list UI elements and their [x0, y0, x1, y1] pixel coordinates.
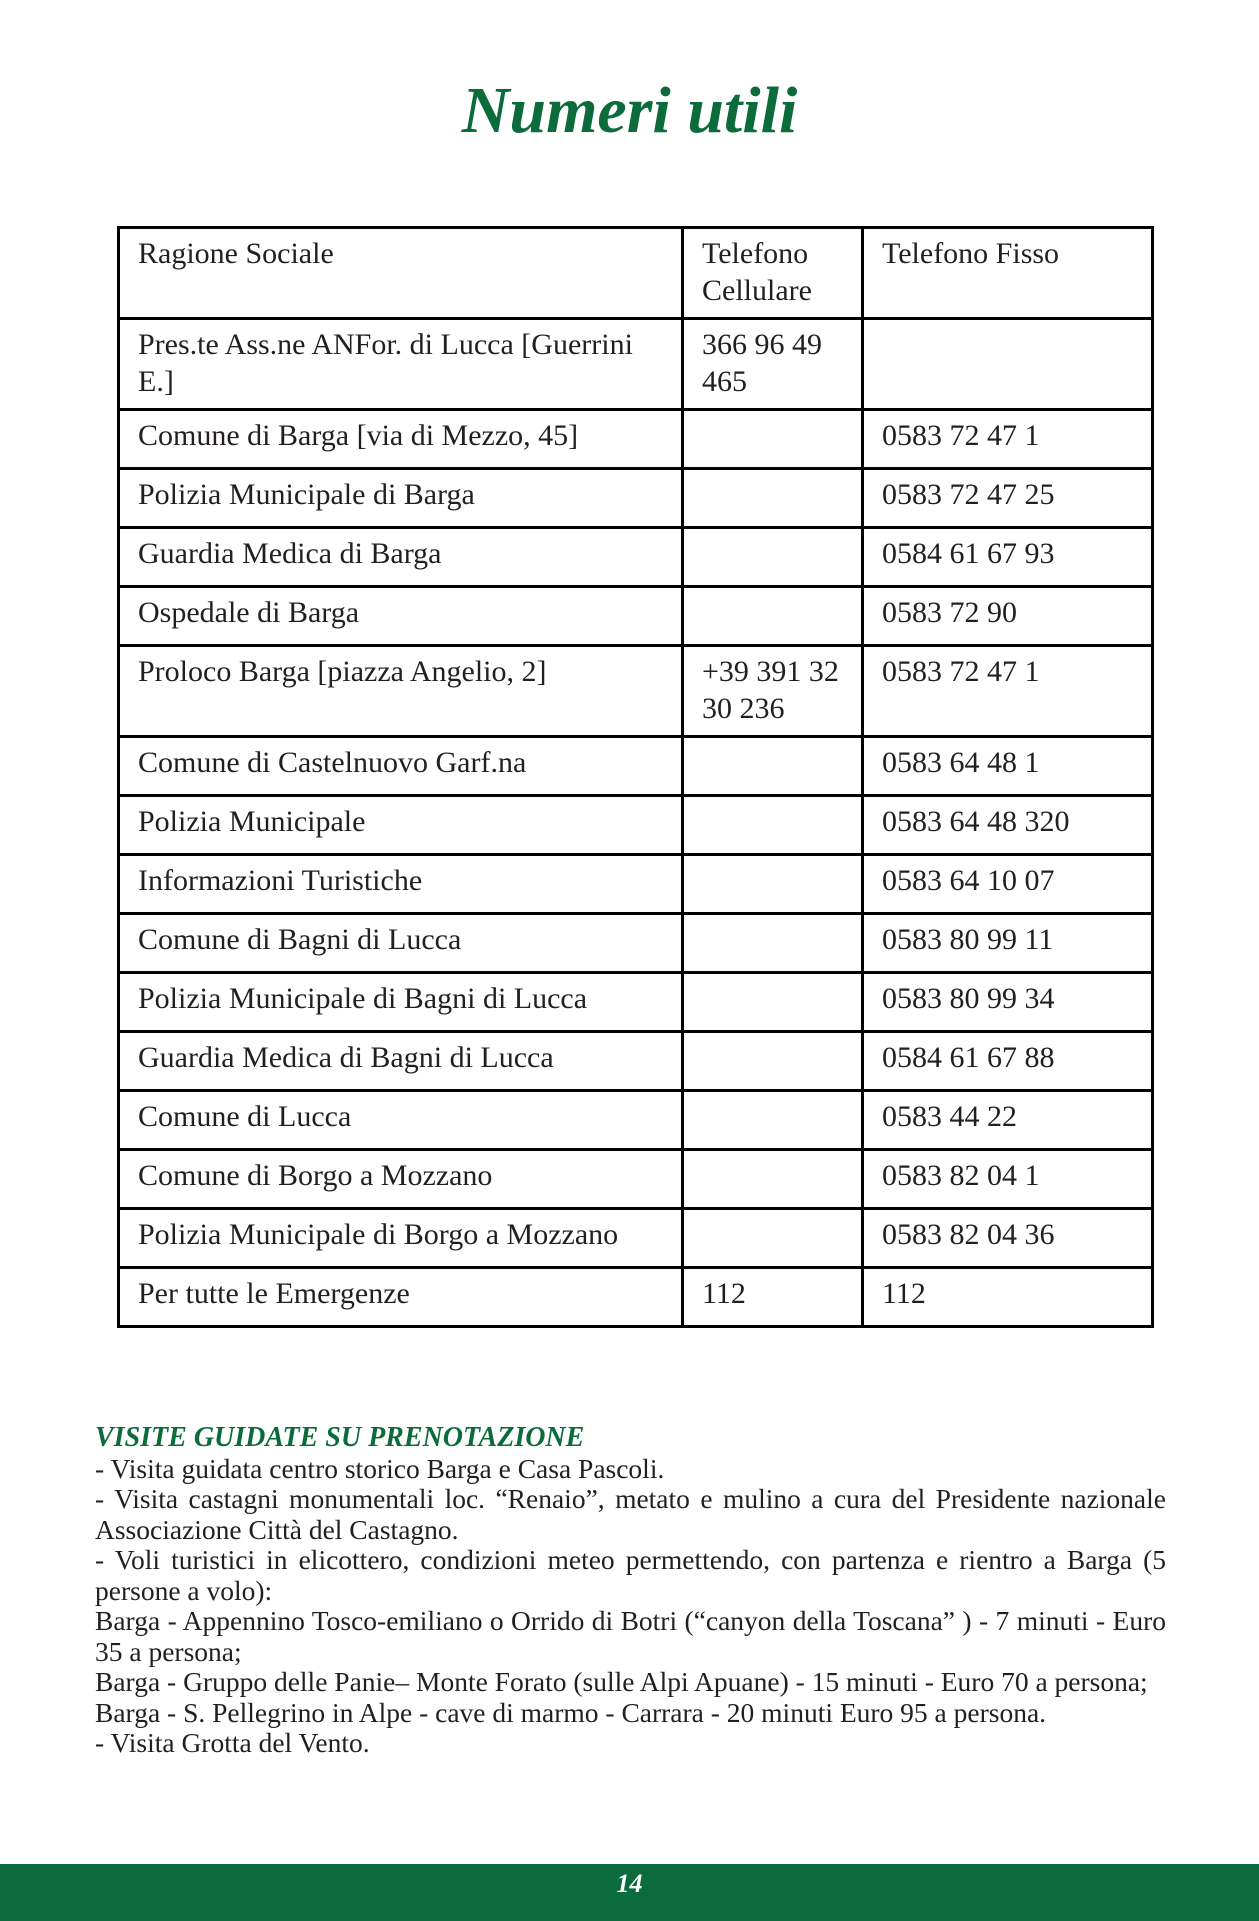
cell-ragione-sociale: Polizia Municipale di Bagni di Lucca: [119, 973, 683, 1032]
cell-telefono-fisso: 0583 72 90: [863, 587, 1153, 646]
cell-telefono-cellulare: [683, 796, 863, 855]
cell-ragione-sociale: Comune di Borgo a Mozzano: [119, 1150, 683, 1209]
guided-visits-heading: VISITE GUIDATE SU PRENOTAZIONE: [95, 1422, 585, 1453]
cell-telefono-cellulare: [683, 1150, 863, 1209]
cell-telefono-fisso: 0583 64 48 1: [863, 737, 1153, 796]
cell-ragione-sociale: Guardia Medica di Bagni di Lucca: [119, 1032, 683, 1091]
cell-ragione-sociale: Comune di Castelnuovo Garf.na: [119, 737, 683, 796]
cell-telefono-cellulare: +39 391 32 30 236: [683, 646, 863, 737]
cell-ragione-sociale: Comune di Lucca: [119, 1091, 683, 1150]
cell-telefono-cellulare: [683, 1091, 863, 1150]
cell-telefono-cellulare: [683, 528, 863, 587]
contacts-table: [117, 226, 1154, 1328]
table-row: [119, 646, 1153, 737]
cell-telefono-cellulare: [683, 1032, 863, 1091]
table-row: [119, 855, 1153, 914]
table-row: [119, 1209, 1153, 1268]
cell-telefono-fisso: 0583 82 04 1: [863, 1150, 1153, 1209]
header-telefono-fisso: Telefono Fisso: [863, 228, 1153, 319]
contacts-table-body: [119, 228, 1153, 1327]
table-row: [119, 410, 1153, 469]
cell-ragione-sociale: Comune di Bagni di Lucca: [119, 914, 683, 973]
cell-ragione-sociale: Informazioni Turistiche: [119, 855, 683, 914]
cell-telefono-cellulare: [683, 973, 863, 1032]
cell-ragione-sociale: Guardia Medica di Barga: [119, 528, 683, 587]
cell-ragione-sociale: Per tutte le Emergenze: [119, 1268, 683, 1327]
cell-ragione-sociale: Polizia Municipale di Barga: [119, 469, 683, 528]
cell-telefono-fisso: 112: [863, 1268, 1153, 1327]
cell-telefono-fisso: 0583 64 48 320: [863, 796, 1153, 855]
cell-ragione-sociale: Proloco Barga [piazza Angelio, 2]: [119, 646, 683, 737]
cell-ragione-sociale: Polizia Municipale di Borgo a Mozzano: [119, 1209, 683, 1268]
cell-ragione-sociale: Comune di Barga [via di Mezzo, 45]: [119, 410, 683, 469]
visit-line: Barga - Appennino Tosco-emiliano o Orrido di Botri (“canyon della Toscana” ) - 7 minuti - Euro 35 a persona;: [95, 1605, 1166, 1667]
visit-line: - Visita guidata centro storico Barga e Casa Pascoli.: [95, 1452, 665, 1484]
visit-line: - Visita Grotta del Vento.: [95, 1727, 370, 1758]
cell-telefono-fisso: 0583 80 99 34: [863, 973, 1153, 1032]
cell-telefono-fisso: 0583 64 10 07: [863, 855, 1153, 914]
cell-ragione-sociale: Pres.te Ass.ne ANFor. di Lucca [Guerrini E.]: [119, 319, 683, 410]
table-row: [119, 469, 1153, 528]
cell-ragione-sociale: Ospedale di Barga: [119, 587, 683, 646]
table-row: [119, 1032, 1153, 1091]
page-number: 14: [616, 1869, 643, 1898]
cell-telefono-cellulare: 112: [683, 1268, 863, 1327]
visit-line: Barga - S. Pellegrino in Alpe - cave di marmo - Carrara - 20 minuti Euro 95 a persona.: [95, 1696, 1047, 1728]
page-title: Numeri utili: [461, 74, 798, 147]
guided-visits-section: [95, 1423, 1166, 1759]
table-row: [119, 528, 1153, 587]
cell-telefono-cellulare: [683, 1209, 863, 1268]
page-footer: [0, 1864, 1259, 1921]
cell-telefono-fisso: 0584 61 67 93: [863, 528, 1153, 587]
header-telefono-cellulare: Telefono Cellulare: [683, 228, 863, 319]
header-ragione-sociale: Ragione Sociale: [119, 228, 683, 319]
table-row: [119, 973, 1153, 1032]
table-row: [119, 1150, 1153, 1209]
cell-telefono-fisso: 0584 61 67 88: [863, 1032, 1153, 1091]
table-row: [119, 587, 1153, 646]
cell-telefono-fisso: 0583 72 47 25: [863, 469, 1153, 528]
cell-telefono-fisso: [863, 319, 1153, 410]
cell-telefono-cellulare: [683, 855, 863, 914]
visit-line: - Voli turistici in elicottero, condizioni meteo permettendo, con partenza e rientro a Barga (5 persone a volo):: [95, 1544, 1166, 1606]
cell-telefono-fisso: 0583 72 47 1: [863, 410, 1153, 469]
cell-telefono-fisso: 0583 82 04 36: [863, 1209, 1153, 1268]
cell-telefono-cellulare: [683, 914, 863, 973]
cell-telefono-cellulare: [683, 410, 863, 469]
visit-line: - Visita castagni monumentali loc. “Renaio”, metato e mulino a cura del Presidente nazionale Associazione Città del Castagno.: [95, 1483, 1166, 1545]
table-row: [119, 737, 1153, 796]
table-row: [119, 319, 1153, 410]
guided-visits-list: [95, 1454, 1166, 1759]
table-row: [119, 796, 1153, 855]
cell-telefono-cellulare: [683, 587, 863, 646]
cell-telefono-cellulare: [683, 469, 863, 528]
table-row: [119, 1268, 1153, 1327]
cell-telefono-fisso: 0583 80 99 11: [863, 914, 1153, 973]
visit-line: Barga - Gruppo delle Panie– Monte Forato (sulle Alpi Apuane) - 15 minuti - Euro 70 a persona;: [95, 1666, 1148, 1697]
cell-ragione-sociale: Polizia Municipale: [119, 796, 683, 855]
cell-telefono-fisso: 0583 72 47 1: [863, 646, 1153, 737]
table-header-row: [119, 228, 1153, 319]
cell-telefono-fisso: 0583 44 22: [863, 1091, 1153, 1150]
table-row: [119, 914, 1153, 973]
cell-telefono-cellulare: 366 96 49 465: [683, 319, 863, 410]
cell-telefono-cellulare: [683, 737, 863, 796]
table-row: [119, 1091, 1153, 1150]
